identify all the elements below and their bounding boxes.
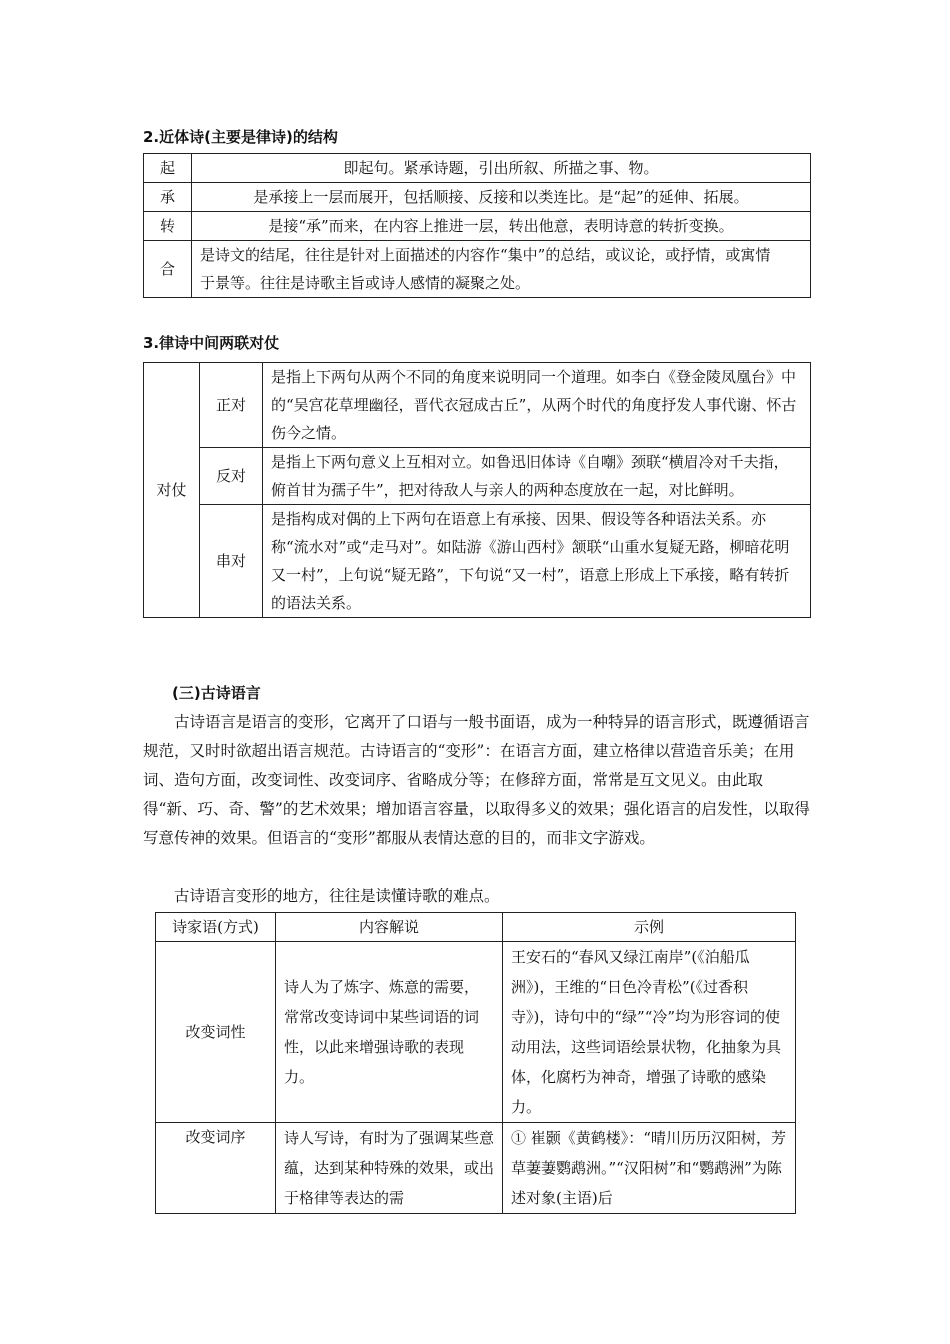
- structure-text: 是接“承”而来，在内容上推进一层，转出他意，表明诗意的转折变换。: [192, 212, 811, 241]
- example-cell: 王安石的“春风又绿江南岸”(《泊船瓜洲》)，王维的“日色冷青松”(《过香积寺》)，诗句中的“绿”“冷”均为形容词的使动用法，这些词语绘景状物，化抽象为具体，化腐朽为神奇，增强了诗歌的感染力。: [503, 942, 796, 1123]
- table-row: [156, 942, 796, 1123]
- antithesis-label: 正对: [200, 363, 263, 448]
- structure-text: 是承接上一层而展开，包括顺接、反接和以类连比。是“起”的延伸、拓展。: [192, 183, 811, 212]
- structure-label: 转: [144, 212, 192, 241]
- explain-cell: 诗人为了炼字、炼意的需要，常常改变诗词中某些词语的词性，以此来增强诗歌的表现力。: [276, 942, 503, 1123]
- structure-label: 起: [144, 154, 192, 183]
- table-row: [144, 241, 811, 298]
- structure-text: 即起句。紧承诗题，引出所叙、所描之事、物。: [192, 154, 811, 183]
- explain-cell: 诗人写诗，有时为了强调某些意蕴，达到某种特殊的效果，或出于格律等表达的需: [276, 1123, 503, 1214]
- column-header: 示例: [503, 913, 796, 942]
- table-row: [144, 448, 811, 505]
- structure-table: [143, 153, 811, 298]
- antithesis-text: 是指上下两句从两个不同的角度来说明同一个道理。如李白《登金陵凤凰台》中的“吴宫花草埋幽径，晋代衣冠成古丘”，从两个时代的角度抒发人事代谢、怀古伤今之情。: [263, 363, 811, 448]
- language-heading: (三)古诗语言: [172, 684, 261, 702]
- structure-label: 合: [144, 241, 192, 298]
- structure-label: 承: [144, 183, 192, 212]
- antithesis-table: [143, 362, 811, 618]
- column-header: 内容解说: [276, 913, 503, 942]
- table-row: [144, 363, 811, 448]
- language-paragraph-2: 古诗语言变形的地方，往往是读懂诗歌的难点。: [174, 887, 500, 905]
- language-paragraph: 古诗语言是语言的变形，它离开了口语与一般书面语，成为一种特异的语言形式，既遵循语言规范，又时时欲超出语言规范。古诗语言的“变形”：在语言方面，建立格律以营造音乐美；在用词、造句方面，改变词性、改变词序、省略成分等；在修辞方面，常常是互文见义。由此取得“新、巧、奇、警”的艺术效果；增加语言容量，以取得多义的效果；强化语言的启发性，以取得写意传神的效果。但语言的“变形”都服从表情达意的目的，而非文字游戏。: [143, 713, 810, 847]
- table-row: [144, 183, 811, 212]
- method-cell: 改变词序: [156, 1123, 276, 1214]
- table-header-row: [156, 913, 796, 942]
- poetic-language-table: [155, 912, 796, 1214]
- table-row: [144, 154, 811, 183]
- structure-text: 是诗文的结尾，往往是针对上面描述的内容作“集中”的总结，或议论，或抒情，或寓情于景等。往往是诗歌主旨或诗人感情的凝聚之处。: [192, 241, 811, 298]
- method-cell: 改变词性: [156, 942, 276, 1123]
- section2-heading: 2.近体诗(主要是律诗)的结构: [143, 128, 338, 146]
- table-row: [156, 1123, 796, 1214]
- column-header: 诗家语(方式): [156, 913, 276, 942]
- table-row: [144, 505, 811, 618]
- antithesis-group-label: 对仗: [144, 363, 200, 618]
- antithesis-text: 是指构成对偶的上下两句在语意上有承接、因果、假设等各种语法关系。亦称“流水对”或“走马对”。如陆游《游山西村》颔联“山重水复疑无路，柳暗花明又一村”，上句说“疑无路”，下句说“又一村”，语意上形成上下承接，略有转折的语法关系。: [263, 505, 811, 618]
- example-cell: ① 崔颢《黄鹤楼》：“晴川历历汉阳树，芳草萋萋鹦鹉洲。”“汉阳树”和“鹦鹉洲”为陈述对象(主语)后: [503, 1123, 796, 1214]
- antithesis-text: 是指上下两句意义上互相对立。如鲁迅旧体诗《自嘲》颈联“横眉冷对千夫指，俯首甘为孺子牛”，把对待敌人与亲人的两种态度放在一起，对比鲜明。: [263, 448, 811, 505]
- section3-heading: 3.律诗中间两联对仗: [143, 334, 280, 352]
- antithesis-label: 串对: [200, 505, 263, 618]
- antithesis-label: 反对: [200, 448, 263, 505]
- table-row: [144, 212, 811, 241]
